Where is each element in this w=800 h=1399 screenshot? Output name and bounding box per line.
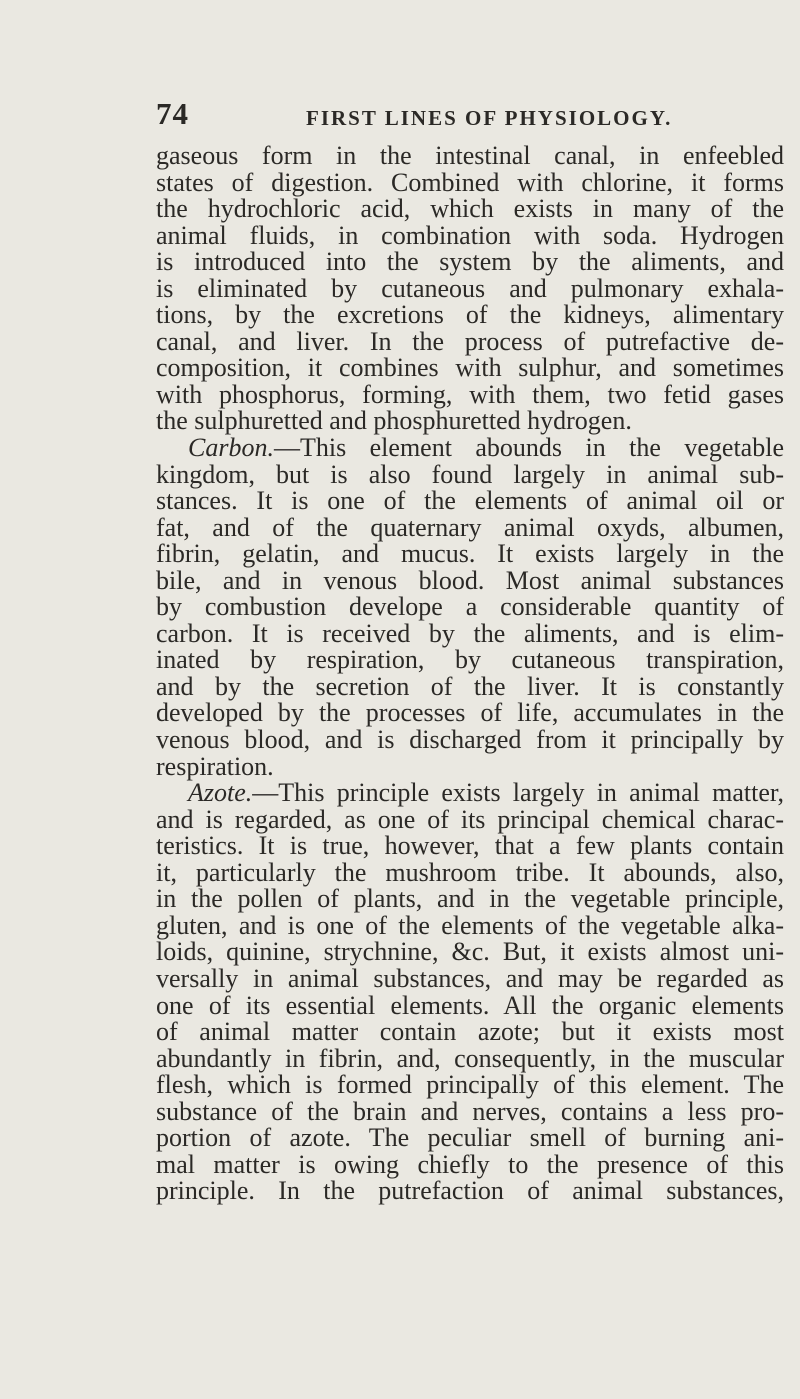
line-text: versally in animal substances, and may be regarded as [156,963,784,993]
text-line [156,167,784,197]
text-line [156,939,784,966]
text-line [156,1043,784,1073]
text-line [156,990,784,1020]
line-text: —This element abounds in the vegetable [273,433,784,463]
text-line [156,833,784,860]
page-header [156,96,796,136]
line-text: with phosphorus, forming, with them, two fetid gases [156,379,784,409]
text-line [156,249,784,276]
text-line [156,700,784,727]
line-text: stances. It is one of the elements of animal oil or [156,486,784,516]
text-line [156,220,784,250]
body-text [156,143,784,1205]
text-line [156,273,784,303]
line-text: composition, it combines with sulphur, and sometimes [156,353,784,383]
text-line [156,963,784,993]
text-line [156,1019,784,1046]
line-text: of animal matter contain azote; but it exists most [156,1017,784,1047]
line-text: principle. In the putrefaction of animal substances, [156,1176,784,1206]
line-text: flesh, which is formed principally of this element. The [156,1070,784,1100]
line-text: tions, by the excretions of the kidneys, alimentary [156,300,784,330]
line-text: the hydrochloric acid, which exists in many of the [156,194,784,224]
line-text: kingdom, but is also found largely in animal sub- [156,459,784,489]
text-line [156,379,784,409]
line-text: is introduced into the system by the aliments, and [156,247,784,277]
text-line [156,671,784,701]
text-line [156,1125,784,1152]
running-head: FIRST LINES OF PHYSIOLOGY. [306,106,673,130]
text-line [156,143,784,170]
page-number: 74 [156,96,189,131]
line-text: substance of the brain and nerves, contains a less pro- [156,1096,784,1126]
line-text: portion of azote. The peculiar smell of burning ani- [156,1123,784,1153]
text-line [156,751,784,781]
section-heading: Azote. [188,778,253,808]
line-text: the sulphuretted and phosphuretted hydrogen. [156,406,632,436]
line-text: fibrin, gelatin, and mucus. It exists largely in the [156,539,784,569]
line-text: it, particularly the mushroom tribe. It abounds, also, [156,857,784,887]
line-text: animal fluids, in combination with soda. Hydrogen [156,220,784,250]
text-line [156,459,784,489]
text-line [156,512,784,542]
line-text: and is regarded, as one of its principal chemical charac- [156,804,784,834]
text-line [156,618,784,648]
text-line [156,594,784,621]
text-line [156,1096,784,1126]
text-line [156,727,784,754]
text-line [156,355,784,382]
line-text: states of digestion. Combined with chlorine, it forms [156,167,784,197]
text-line [156,302,784,329]
line-text: canal, and liver. In the process of putrefactive de- [156,326,784,356]
text-line [156,541,784,568]
line-text: fat, and of the quaternary animal oxyds, albumen, [156,512,784,542]
line-text: and by the secretion of the liver. It is constantly [156,671,784,701]
text-line [156,435,784,462]
text-line [156,910,784,940]
text-line [156,488,784,515]
text-line [156,1178,784,1205]
text-line [156,647,784,674]
line-text: teristics. It is true, however, that a few plants contain [156,831,784,861]
text-line [156,886,784,913]
text-line [156,326,784,356]
line-text: in the pollen of plants, and in the vegetable principle, [156,884,784,914]
text-line [156,408,784,435]
line-text: mal matter is owing chiefly to the presence of this [156,1149,784,1179]
text-line [156,565,784,595]
text-line [156,196,784,223]
line-text: gaseous form in the intestinal canal, in enfeebled [156,141,784,170]
line-text: —This principle exists largely in animal matter, [252,778,784,808]
text-line [156,857,784,887]
line-text: bile, and in venous blood. Most animal substances [156,565,784,595]
line-text: inated by respiration, by cutaneous transpiration, [156,645,784,675]
text-line [156,1072,784,1099]
text-line [156,804,784,834]
line-text: one of its essential elements. All the organic elements [156,990,784,1020]
line-text: by combustion develope a considerable quantity of [156,592,784,622]
section-heading: Carbon. [188,433,274,463]
line-text: venous blood, and is discharged from it principally by [156,725,784,755]
line-text: carbon. It is received by the aliments, and is elim- [156,618,784,648]
line-text: loids, quinine, strychnine, &c. But, it exists almost uni- [156,937,784,967]
line-text: developed by the processes of life, accumulates in the [156,698,784,728]
line-text: is eliminated by cutaneous and pulmonary exhala- [156,273,784,303]
line-text: abundantly in fibrin, and, consequently, in the muscular [156,1043,784,1073]
line-text: gluten, and is one of the elements of the vegetable alka- [156,910,784,940]
line-text: respiration. [156,751,274,781]
text-line [156,1149,784,1179]
text-line [156,780,784,807]
